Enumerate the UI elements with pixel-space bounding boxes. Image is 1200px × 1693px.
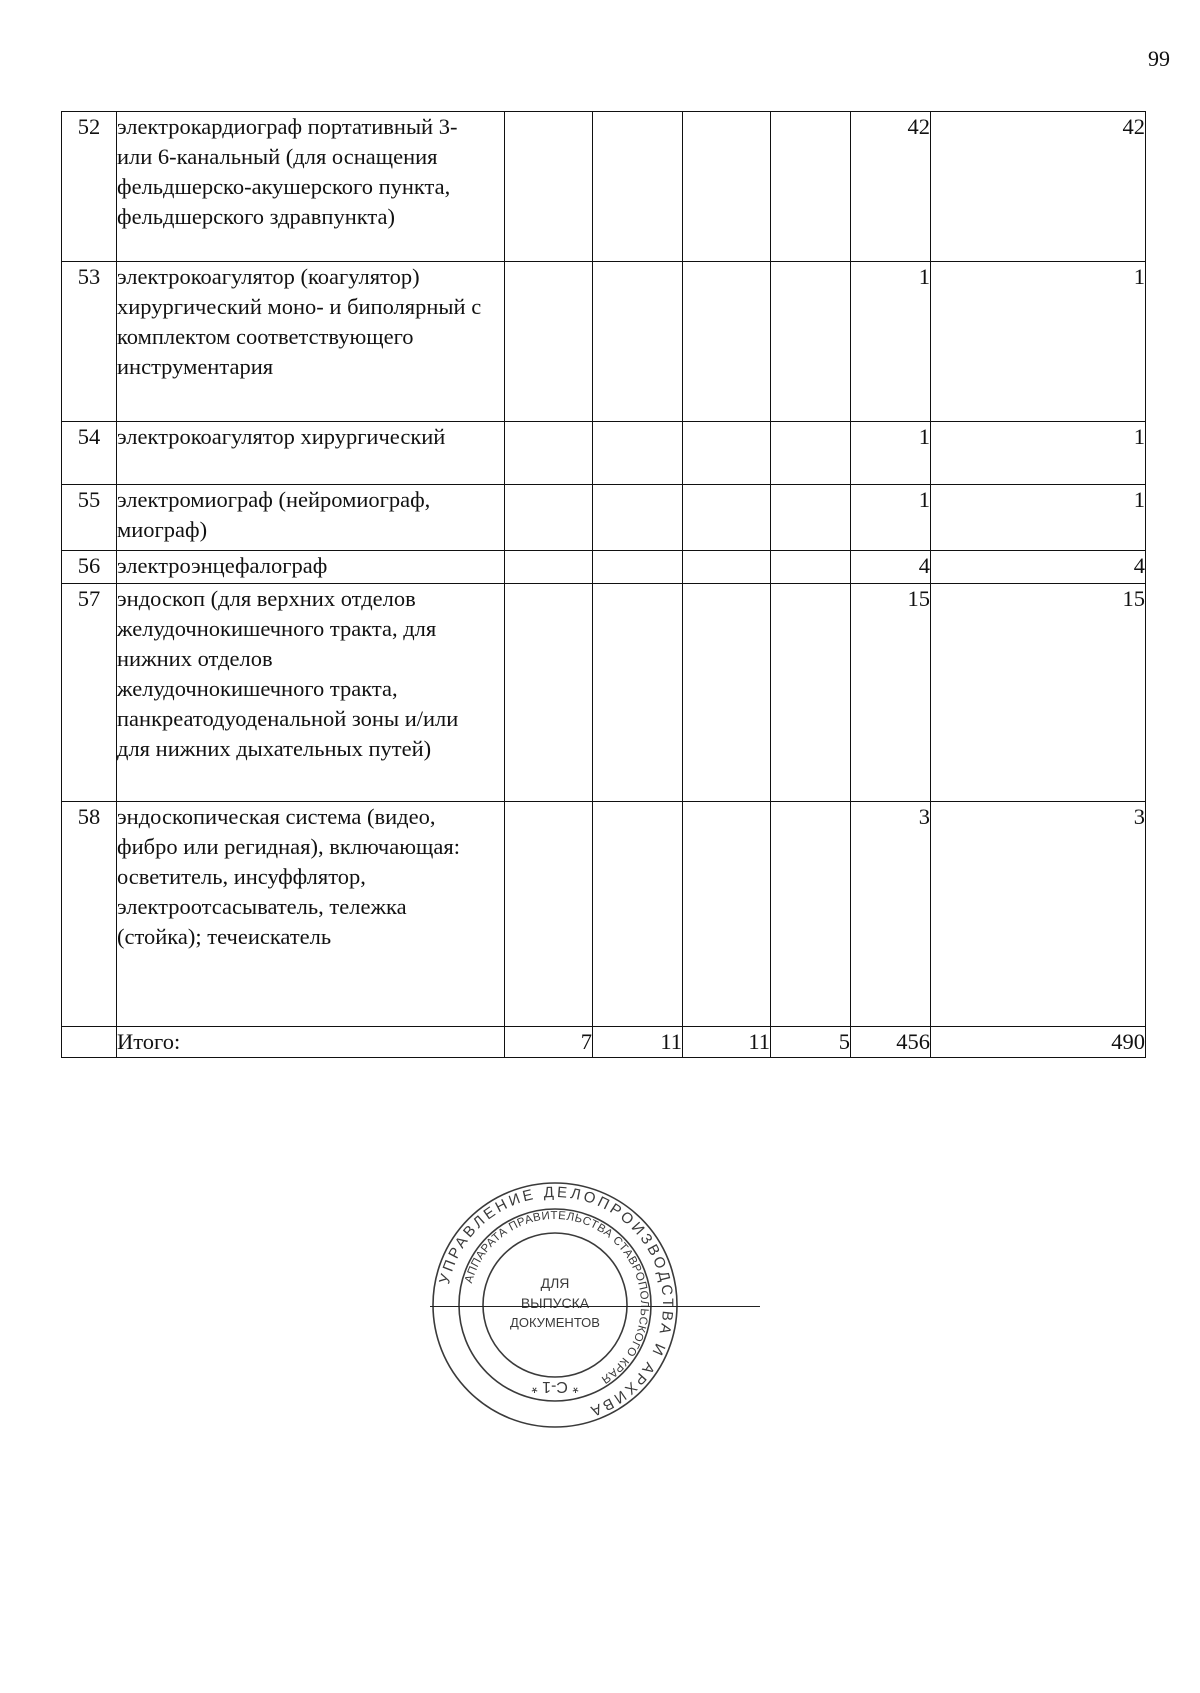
value-cell-5: 1 xyxy=(851,422,931,485)
value-cell-5: 1 xyxy=(851,485,931,551)
table-row xyxy=(62,584,1146,802)
page-number: 99 xyxy=(1148,46,1170,71)
item-name-line: (стойка); течеискатель xyxy=(117,924,332,949)
table-row xyxy=(62,551,1146,584)
total-cell-3: 11 xyxy=(683,1027,771,1058)
value-cell-4 xyxy=(771,262,851,422)
value-cell-6: 4 xyxy=(931,551,1146,584)
item-name-line: эндоскопическая система (видео, xyxy=(117,804,436,829)
value-cell-2 xyxy=(593,262,683,422)
item-name xyxy=(117,422,505,485)
item-name-line: фельдшерско-акушерского пункта, xyxy=(117,174,451,199)
stamp-center-line-3: ДОКУМЕНТОВ xyxy=(510,1315,600,1330)
equipment-table xyxy=(61,111,1146,1058)
value-cell-5: 1 xyxy=(851,262,931,422)
row-number: 56 xyxy=(62,551,117,584)
total-cell-4: 5 xyxy=(771,1027,851,1058)
table-row xyxy=(62,485,1146,551)
item-name-line: фибро или регидная), включающая: xyxy=(117,834,460,859)
total-row xyxy=(62,1027,1146,1058)
item-name-line: фельдшерского здравпункта) xyxy=(117,204,395,229)
value-cell-3 xyxy=(683,584,771,802)
value-cell-1 xyxy=(505,485,593,551)
row-number: 54 xyxy=(62,422,117,485)
total-cell-1: 7 xyxy=(505,1027,593,1058)
row-number: 55 xyxy=(62,485,117,551)
table-row xyxy=(62,112,1146,262)
stamp-inner-text: АППАРАТА ПРАВИТЕЛЬСТВА СТАВРОПОЛЬСКОГО КРАЯ xyxy=(462,1209,651,1386)
value-cell-3 xyxy=(683,802,771,1027)
row-number: 57 xyxy=(62,584,117,802)
value-cell-5: 42 xyxy=(851,112,931,262)
value-cell-4 xyxy=(771,112,851,262)
stamp-center-line-2: ВЫПУСКА xyxy=(520,1295,590,1311)
total-label: Итого: xyxy=(117,1027,505,1058)
item-name-line: миограф) xyxy=(117,517,208,542)
value-cell-3 xyxy=(683,485,771,551)
value-cell-4 xyxy=(771,802,851,1027)
item-name xyxy=(117,112,505,262)
item-name-line: электрокардиограф портативный 3- xyxy=(117,114,458,139)
value-cell-6: 1 xyxy=(931,422,1146,485)
total-cell-2: 11 xyxy=(593,1027,683,1058)
item-name-line: электрокоагулятор (коагулятор) xyxy=(117,264,420,289)
item-name-line: комплектом соответствующего xyxy=(117,324,414,349)
item-name xyxy=(117,551,505,584)
item-name-line: панкреатодуоденальной зоны и/или xyxy=(117,706,459,731)
stamp-outer-text: УПРАВЛЕНИЕ ДЕЛОПРОИЗВОДСТВА И АРХИВА xyxy=(436,1183,677,1421)
value-cell-3 xyxy=(683,112,771,262)
value-cell-6: 42 xyxy=(931,112,1146,262)
value-cell-5: 15 xyxy=(851,584,931,802)
value-cell-2 xyxy=(593,802,683,1027)
value-cell-2 xyxy=(593,422,683,485)
item-name-line: или 6-канальный (для оснащения xyxy=(117,144,438,169)
item-name-line: для нижних дыхательных путей) xyxy=(117,736,432,761)
item-name-line: желудочнокишечного тракта, для xyxy=(117,616,437,641)
value-cell-3 xyxy=(683,551,771,584)
value-cell-1 xyxy=(505,262,593,422)
value-cell-4 xyxy=(771,584,851,802)
item-name-line: инструментария xyxy=(117,354,274,379)
item-name-line: электрокоагулятор хирургический xyxy=(117,424,446,449)
table-row xyxy=(62,422,1146,485)
value-cell-6: 1 xyxy=(931,262,1146,422)
item-name-line: электроэнцефалограф xyxy=(117,553,328,578)
value-cell-4 xyxy=(771,551,851,584)
official-stamp xyxy=(430,1180,680,1430)
value-cell-4 xyxy=(771,422,851,485)
stamp-code: * С-1 * xyxy=(531,1378,579,1395)
row-number: 52 xyxy=(62,112,117,262)
value-cell-4 xyxy=(771,485,851,551)
item-name xyxy=(117,584,505,802)
value-cell-2 xyxy=(593,584,683,802)
value-cell-2 xyxy=(593,112,683,262)
item-name-line: желудочнокишечного тракта, xyxy=(117,676,398,701)
table-row xyxy=(62,802,1146,1027)
value-cell-1 xyxy=(505,422,593,485)
item-name-line: осветитель, инсуффлятор, xyxy=(117,864,366,889)
item-name xyxy=(117,485,505,551)
value-cell-6: 3 xyxy=(931,802,1146,1027)
value-cell-1 xyxy=(505,584,593,802)
table-row xyxy=(62,262,1146,422)
signature-line xyxy=(430,1306,760,1307)
stamp-center-line-1: ДЛЯ xyxy=(540,1275,570,1291)
item-name xyxy=(117,802,505,1027)
row-number: 53 xyxy=(62,262,117,422)
item-name-line: эндоскоп (для верхних отделов xyxy=(117,586,416,611)
value-cell-3 xyxy=(683,262,771,422)
value-cell-5: 3 xyxy=(851,802,931,1027)
value-cell-3 xyxy=(683,422,771,485)
item-name-line: нижних отделов xyxy=(117,646,273,671)
total-cell-6: 490 xyxy=(931,1027,1146,1058)
value-cell-6: 15 xyxy=(931,584,1146,802)
item-name-line: хирургический моно- и биполярный с xyxy=(117,294,482,319)
total-number xyxy=(62,1027,117,1058)
value-cell-2 xyxy=(593,485,683,551)
value-cell-5: 4 xyxy=(851,551,931,584)
item-name xyxy=(117,262,505,422)
item-name-line: электромиограф (нейромиограф, xyxy=(117,487,431,512)
value-cell-2 xyxy=(593,551,683,584)
value-cell-1 xyxy=(505,112,593,262)
item-name-line: электроотсасыватель, тележка xyxy=(117,894,407,919)
value-cell-1 xyxy=(505,551,593,584)
total-cell-5: 456 xyxy=(851,1027,931,1058)
value-cell-6: 1 xyxy=(931,485,1146,551)
value-cell-1 xyxy=(505,802,593,1027)
row-number: 58 xyxy=(62,802,117,1027)
